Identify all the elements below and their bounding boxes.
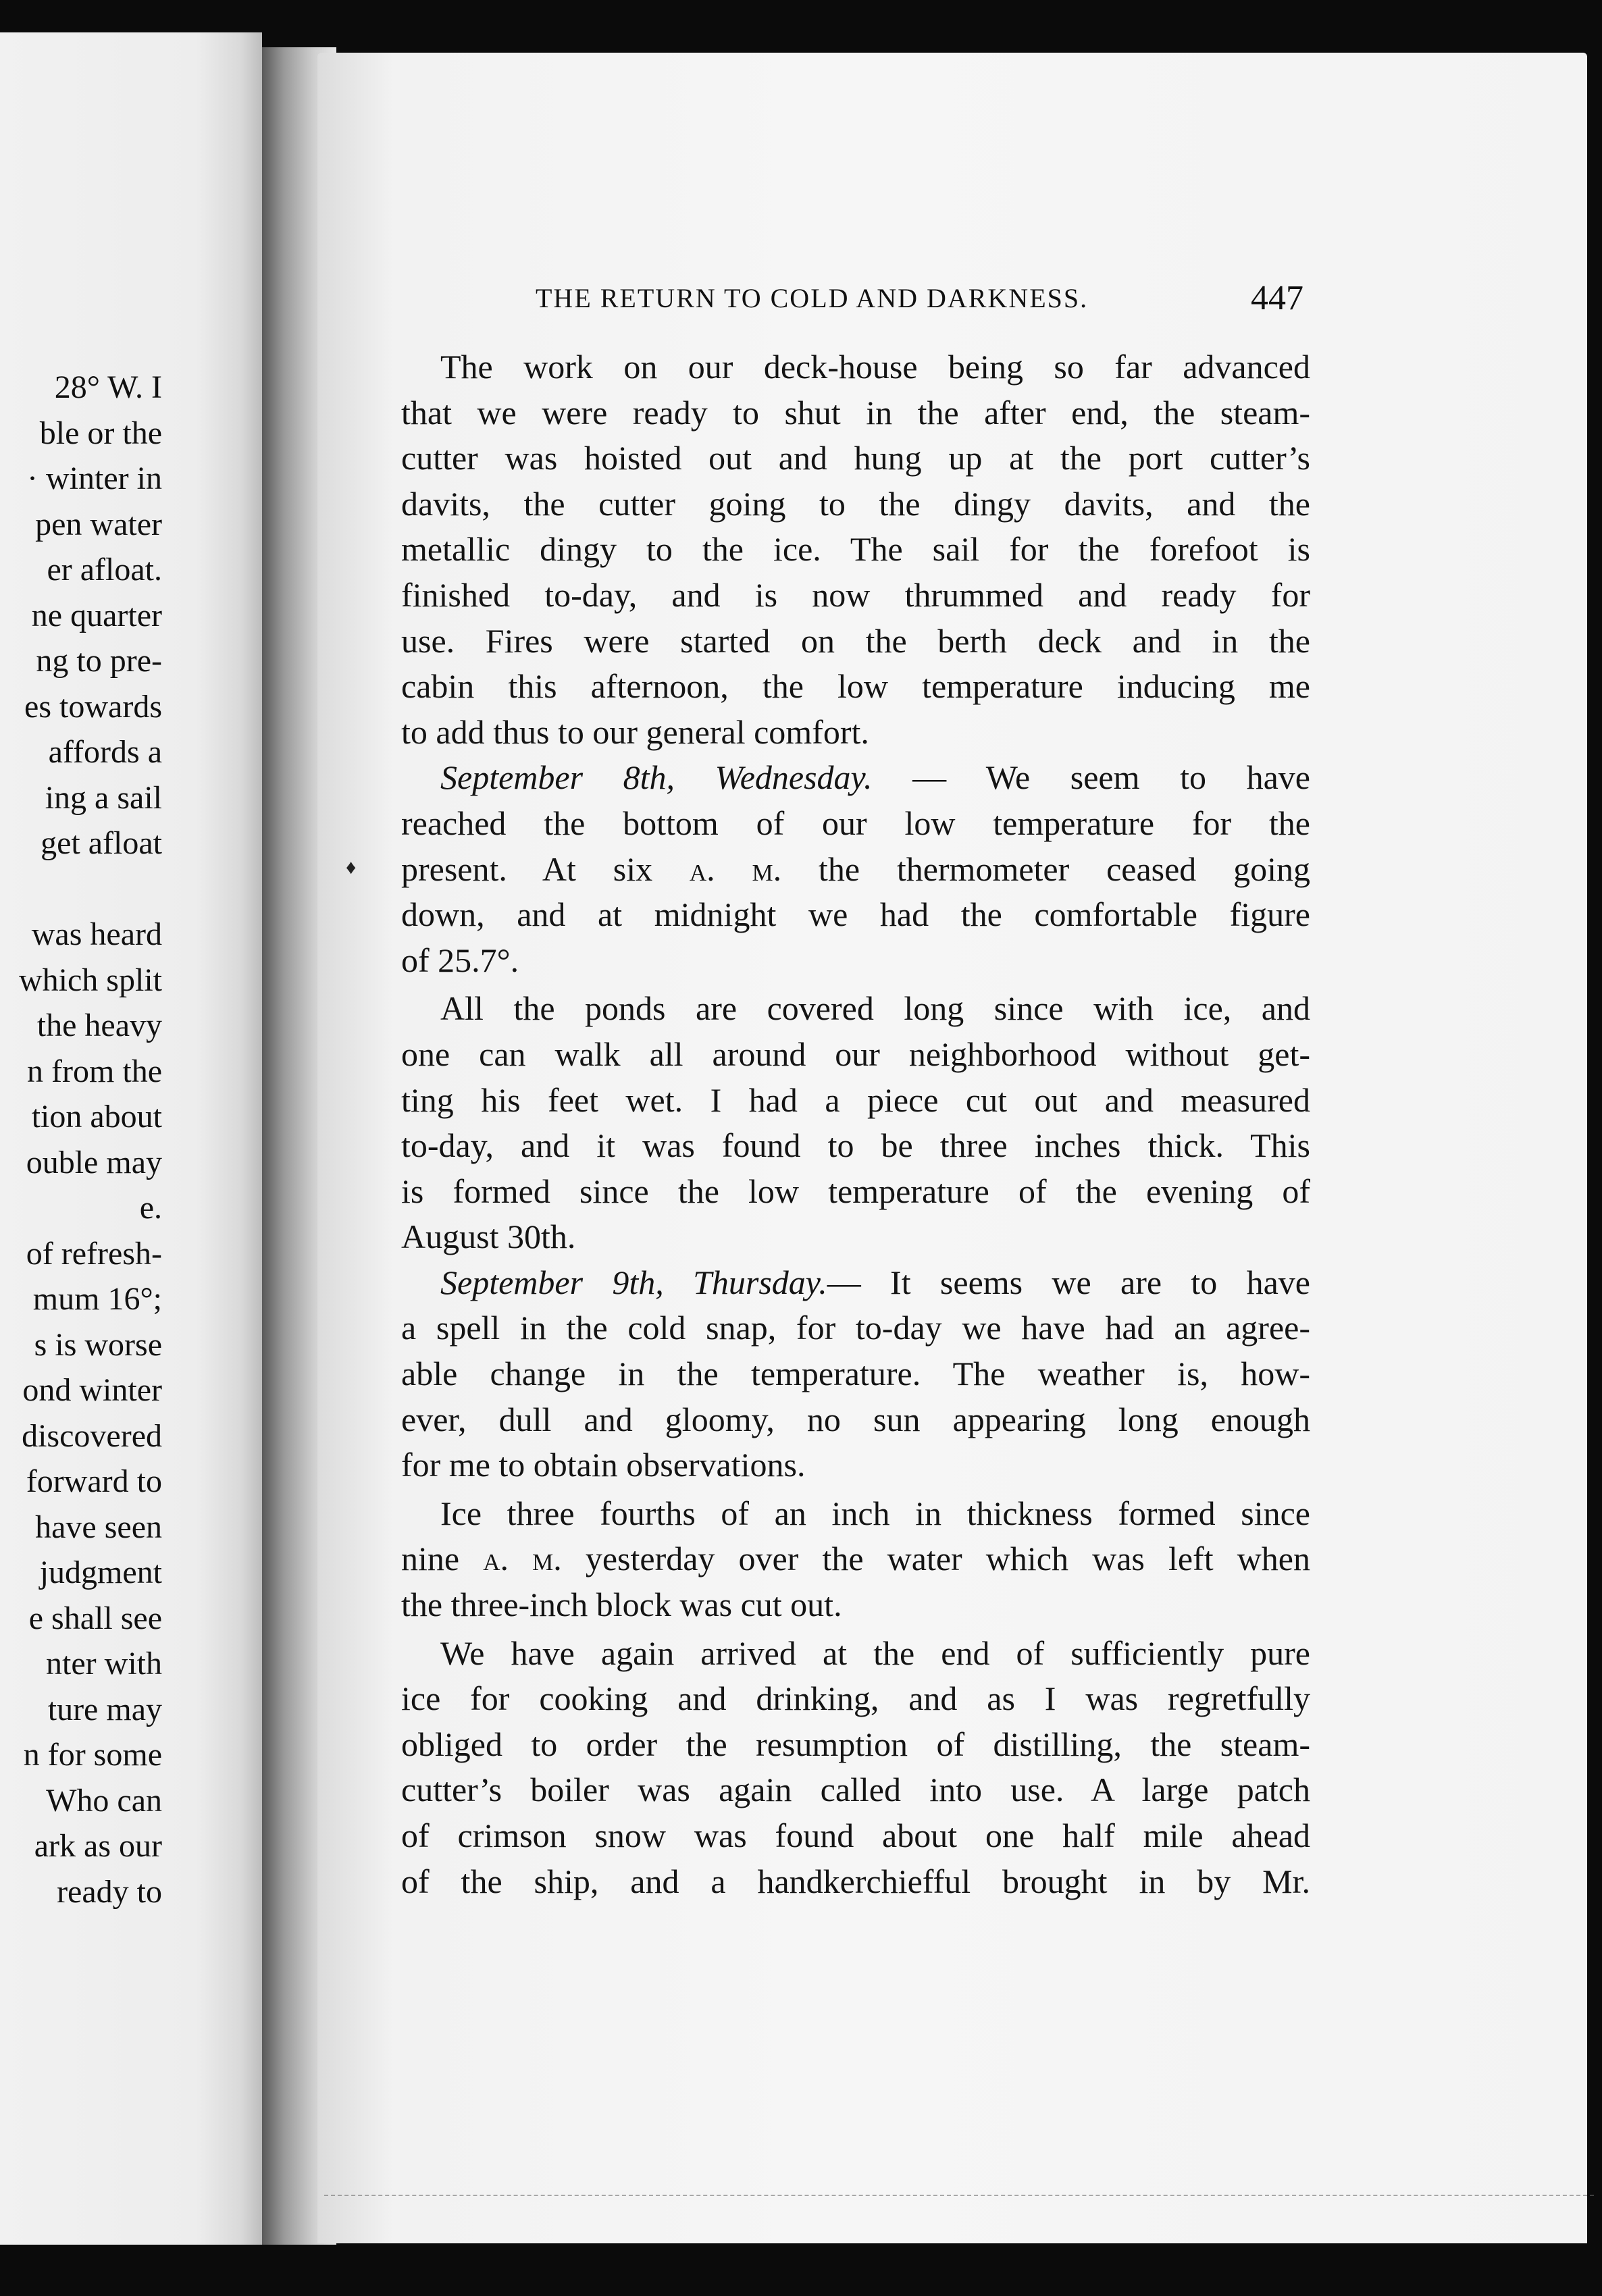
time-abbrev: a. m. [483, 1540, 562, 1578]
text-line: for me to obtain observations. [401, 1446, 806, 1484]
facing-page-line: ble or the [39, 415, 162, 451]
facing-page-line: ond winter [22, 1372, 162, 1408]
facing-page-line: n from the [27, 1053, 162, 1089]
paragraph-pure-ice [401, 1631, 1310, 1905]
facing-page-text [19, 365, 162, 1914]
facing-page-line: get afloat [41, 825, 162, 861]
facing-page-line: pen water [35, 506, 162, 542]
facing-page-line: es towards [24, 688, 162, 725]
text-span: — We seem to have [912, 758, 1310, 797]
facing-page-line: which split [19, 962, 162, 998]
facing-page-line: tion about [31, 1099, 162, 1134]
text-line: obliged to order the resumption of distilling, the steam- [401, 1725, 1310, 1763]
text-line: reached the bottom of our low temperature for the [401, 804, 1310, 842]
facing-page-line: ture may [47, 1691, 162, 1727]
text-line: to-day, and it was found to be three inches thick. This [401, 1126, 1310, 1165]
facing-page-line: ne quarter [31, 597, 162, 633]
facing-page-line: judgment [39, 1555, 162, 1590]
facing-page-line: was heard [31, 916, 162, 952]
entry-date: September 9th, Thursday. [440, 1263, 827, 1301]
paragraph-deck-house [401, 344, 1310, 755]
text-line: able change in the temperature. The weather is, how- [401, 1355, 1310, 1393]
text-line [401, 847, 1310, 893]
time-abbrev: a. m. [689, 850, 782, 888]
text-line: The work on our deck-house being so far advanced [440, 348, 1310, 386]
facing-page-line: e shall see [28, 1600, 162, 1636]
text-line [401, 755, 1310, 801]
facing-page-line: mum 16°; [32, 1281, 162, 1317]
text-line: cutter was hoisted out and hung up at the port cutter’s [401, 439, 1310, 477]
text-line: cabin this afternoon, the low temperature inducing me [401, 667, 1310, 706]
text-line: All the ponds are covered long since with ice, and [440, 989, 1310, 1028]
text-span: the thermometer ceased going [818, 850, 1310, 888]
entry-date: September 8th, Wednesday. [440, 758, 873, 797]
margin-mark: ♦ [346, 856, 357, 879]
facing-page-line: e. [139, 1190, 162, 1226]
facing-page-line: affords a [48, 734, 162, 770]
text-line: ting his feet wet. I had a piece cut out and measured [401, 1080, 1310, 1119]
text-line: use. Fires were started on the berth deck and in the [401, 621, 1310, 660]
text-span: nine [401, 1540, 460, 1578]
paragraph-ponds [401, 986, 1310, 1260]
text-line: ever, dull and gloomy, no sun appearing long enough [401, 1400, 1310, 1438]
facing-page-line: have seen [35, 1509, 162, 1545]
paragraph-september-9 [401, 1260, 1310, 1488]
text-line: of the ship, and a handkerchiefful brought in by Mr. [401, 1862, 1310, 1900]
facing-page [0, 32, 262, 2245]
facing-page-line: s is worse [34, 1326, 162, 1363]
text-line: Ice three fourths of an inch in thickness formed since [440, 1494, 1310, 1532]
paragraph-ice-thickness [401, 1491, 1310, 1628]
text-line: finished to-day, and is now thrummed and ready for [401, 575, 1310, 614]
facing-page-line: ouble may [26, 1144, 162, 1180]
text-line: that we were ready to shut in the after end, the steam- [401, 393, 1310, 432]
facing-page-line: ark as our [34, 1828, 162, 1864]
page-bottom-edge [324, 2195, 1594, 2216]
facing-page-line: ing a sail [45, 779, 162, 816]
text-line: the three-inch block was cut out. [401, 1586, 842, 1624]
running-head: THE RETURN TO COLD AND DARKNESS. [536, 283, 1089, 313]
facing-page-line: n for some [23, 1737, 162, 1773]
text-span: present. At six [401, 850, 653, 888]
page-number: 447 [1251, 279, 1303, 317]
text-line: ice for cooking and drinking, and as I was regretfully [401, 1679, 1310, 1718]
text-line [401, 1536, 1310, 1582]
facing-page-line: · winter in [27, 461, 162, 496]
text-line: metallic dingy to the ice. The sail for the forefoot is [401, 530, 1310, 569]
facing-page-line: forward to [26, 1463, 162, 1499]
text-line [401, 1260, 1310, 1306]
facing-page-line: ng to pre- [36, 643, 162, 679]
facing-page-line: ready to [57, 1873, 162, 1910]
facing-page-line: Who can [46, 1782, 162, 1819]
facing-page-line: the heavy [36, 1008, 162, 1043]
text-span: — It seems we are to have [827, 1263, 1310, 1301]
facing-page-line: 28° W. I [54, 369, 162, 405]
text-span: yesterday over the water which was left when [585, 1540, 1310, 1578]
body-text [401, 344, 1310, 1904]
text-line: down, and at midnight we had the comfortable figure [401, 895, 1310, 934]
text-line: a spell in the cold snap, for to-day we have had an agree- [401, 1309, 1310, 1347]
text-line: We have again arrived at the end of sufficiently pure [440, 1634, 1310, 1672]
text-line: cutter’s boiler was again called into use. A large patch [401, 1771, 1310, 1809]
text-line: August 30th. [401, 1218, 576, 1256]
text-line: to add thus to our general comfort. [401, 712, 869, 751]
facing-page-line: nter with [46, 1646, 162, 1681]
text-line: davits, the cutter going to the dingy davits, and the [401, 484, 1310, 523]
text-line: is formed since the low temperature of the evening of [401, 1172, 1310, 1210]
facing-page-line [19, 866, 162, 912]
text-line: of 25.7°. [401, 941, 519, 979]
text-line: of crimson snow was found about one half mile ahead [401, 1817, 1310, 1854]
facing-page-line: discovered [22, 1417, 162, 1454]
text-line: one can walk all around our neighborhood without get- [401, 1035, 1310, 1073]
paragraph-september-8 [401, 755, 1310, 983]
facing-page-line: er afloat. [47, 552, 162, 588]
facing-page-line: of refresh- [26, 1235, 162, 1272]
